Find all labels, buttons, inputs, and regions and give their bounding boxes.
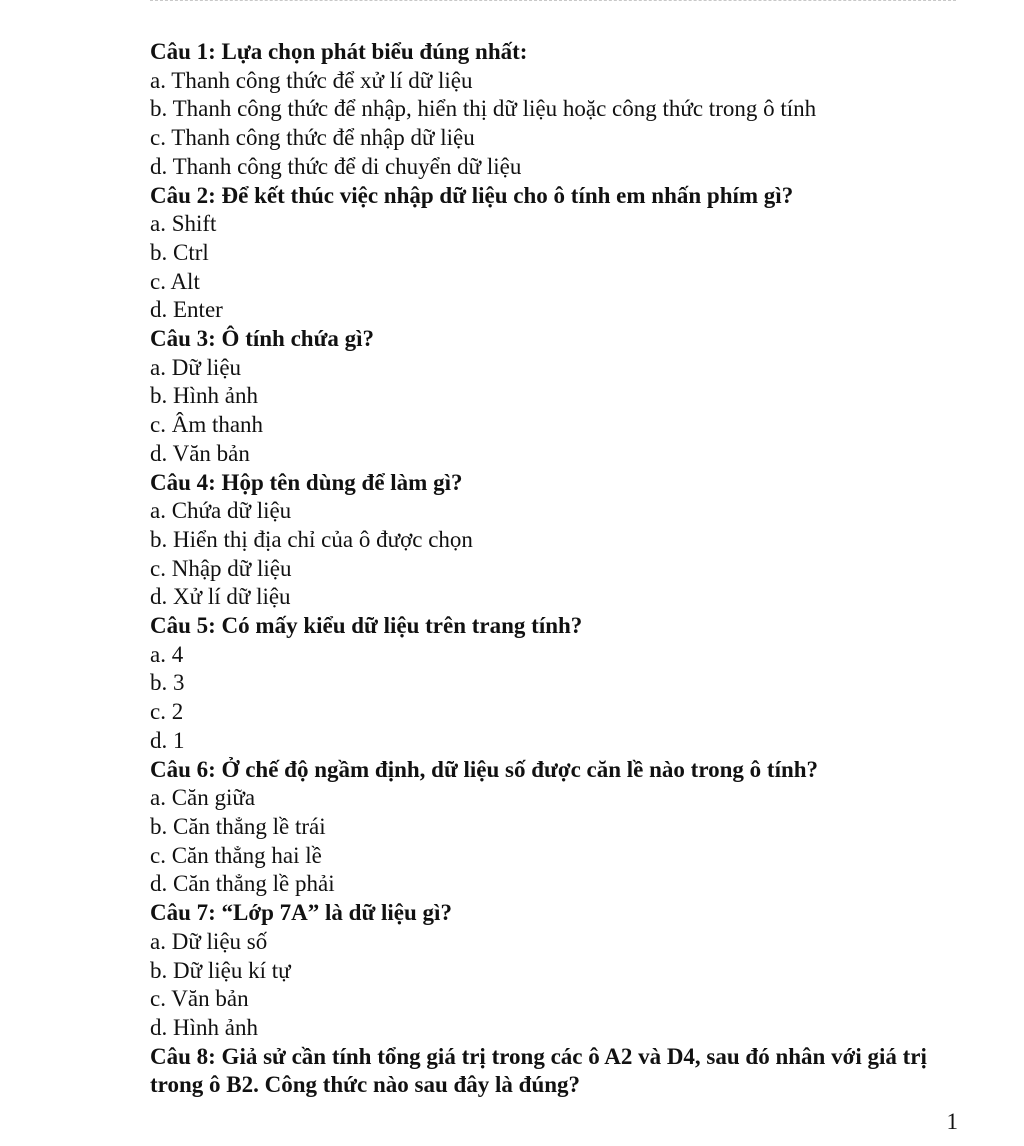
answer-option: a. Thanh công thức để xử lí dữ liệu bbox=[150, 67, 473, 93]
answer-option: d. Căn thẳng lề phải bbox=[150, 871, 335, 897]
answer-option: a. Dữ liệu bbox=[150, 354, 242, 380]
question-7 bbox=[150, 899, 960, 1043]
answer-option: b. Dữ liệu kí tự bbox=[150, 957, 291, 983]
question-title: Câu 6: Ở chế độ ngầm định, dữ liệu số được căn lề nào trong ô tính? bbox=[150, 756, 819, 782]
answer-option: c. 2 bbox=[150, 699, 184, 725]
top-dashed-rule bbox=[150, 0, 956, 1]
answer-option: a. Dữ liệu số bbox=[150, 928, 268, 954]
answer-option: d. Hình ảnh bbox=[150, 1014, 258, 1040]
answer-option: d. Enter bbox=[150, 297, 223, 323]
answer-option: d. Thanh công thức để di chuyển dữ liệu bbox=[150, 153, 522, 179]
answer-option: c. Căn thẳng hai lề bbox=[150, 842, 322, 868]
document-body bbox=[150, 38, 960, 1100]
answer-option: a. Shift bbox=[150, 211, 217, 237]
answer-option: b. Ctrl bbox=[150, 239, 209, 265]
question-title: Câu 5: Có mấy kiểu dữ liệu trên trang tính? bbox=[150, 613, 583, 639]
answer-option: d. 1 bbox=[150, 727, 185, 753]
question-title: Câu 3: Ô tính chứa gì? bbox=[150, 326, 375, 352]
answer-option: b. Hình ảnh bbox=[150, 383, 258, 409]
question-title: Câu 2: Để kết thúc việc nhập dữ liệu cho ô tính em nhấn phím gì? bbox=[150, 182, 794, 208]
question-title: Câu 7: “Lớp 7A” là dữ liệu gì? bbox=[150, 900, 452, 926]
answer-option: c. Alt bbox=[150, 268, 200, 294]
answer-option: a. 4 bbox=[150, 641, 184, 667]
page-number: 1 bbox=[946, 1109, 958, 1134]
answer-option: b. 3 bbox=[150, 670, 185, 696]
question-1 bbox=[150, 38, 960, 182]
answer-option: b. Hiển thị địa chỉ của ô được chọn bbox=[150, 526, 473, 552]
question-title: Câu 4: Hộp tên dùng để làm gì? bbox=[150, 469, 463, 495]
question-5 bbox=[150, 612, 960, 756]
answer-option: c. Thanh công thức để nhập dữ liệu bbox=[150, 125, 475, 151]
answer-option: d. Xử lí dữ liệu bbox=[150, 584, 291, 610]
answer-option: c. Nhập dữ liệu bbox=[150, 555, 292, 581]
question-4 bbox=[150, 469, 960, 613]
question-title: Câu 1: Lựa chọn phát biểu đúng nhất: bbox=[150, 39, 528, 64]
question-8 bbox=[150, 1043, 960, 1100]
answer-option: a. Căn giữa bbox=[150, 785, 256, 811]
answer-option: d. Văn bản bbox=[150, 440, 250, 466]
answer-option: c. Âm thanh bbox=[150, 412, 264, 438]
question-3 bbox=[150, 325, 960, 469]
answer-option: a. Chứa dữ liệu bbox=[150, 498, 292, 524]
question-2 bbox=[150, 182, 960, 326]
question-title: Câu 8: Giả sử cần tính tổng giá trị trong các ô A2 và D4, sau đó nhân với giá trị trong ô B2. Công thức nào sau đây là đúng? bbox=[150, 1043, 927, 1098]
question-6 bbox=[150, 756, 960, 900]
answer-option: c. Văn bản bbox=[150, 986, 249, 1012]
answer-option: b. Căn thẳng lề trái bbox=[150, 813, 326, 839]
answer-option: b. Thanh công thức để nhập, hiển thị dữ liệu hoặc công thức trong ô tính bbox=[150, 96, 817, 122]
